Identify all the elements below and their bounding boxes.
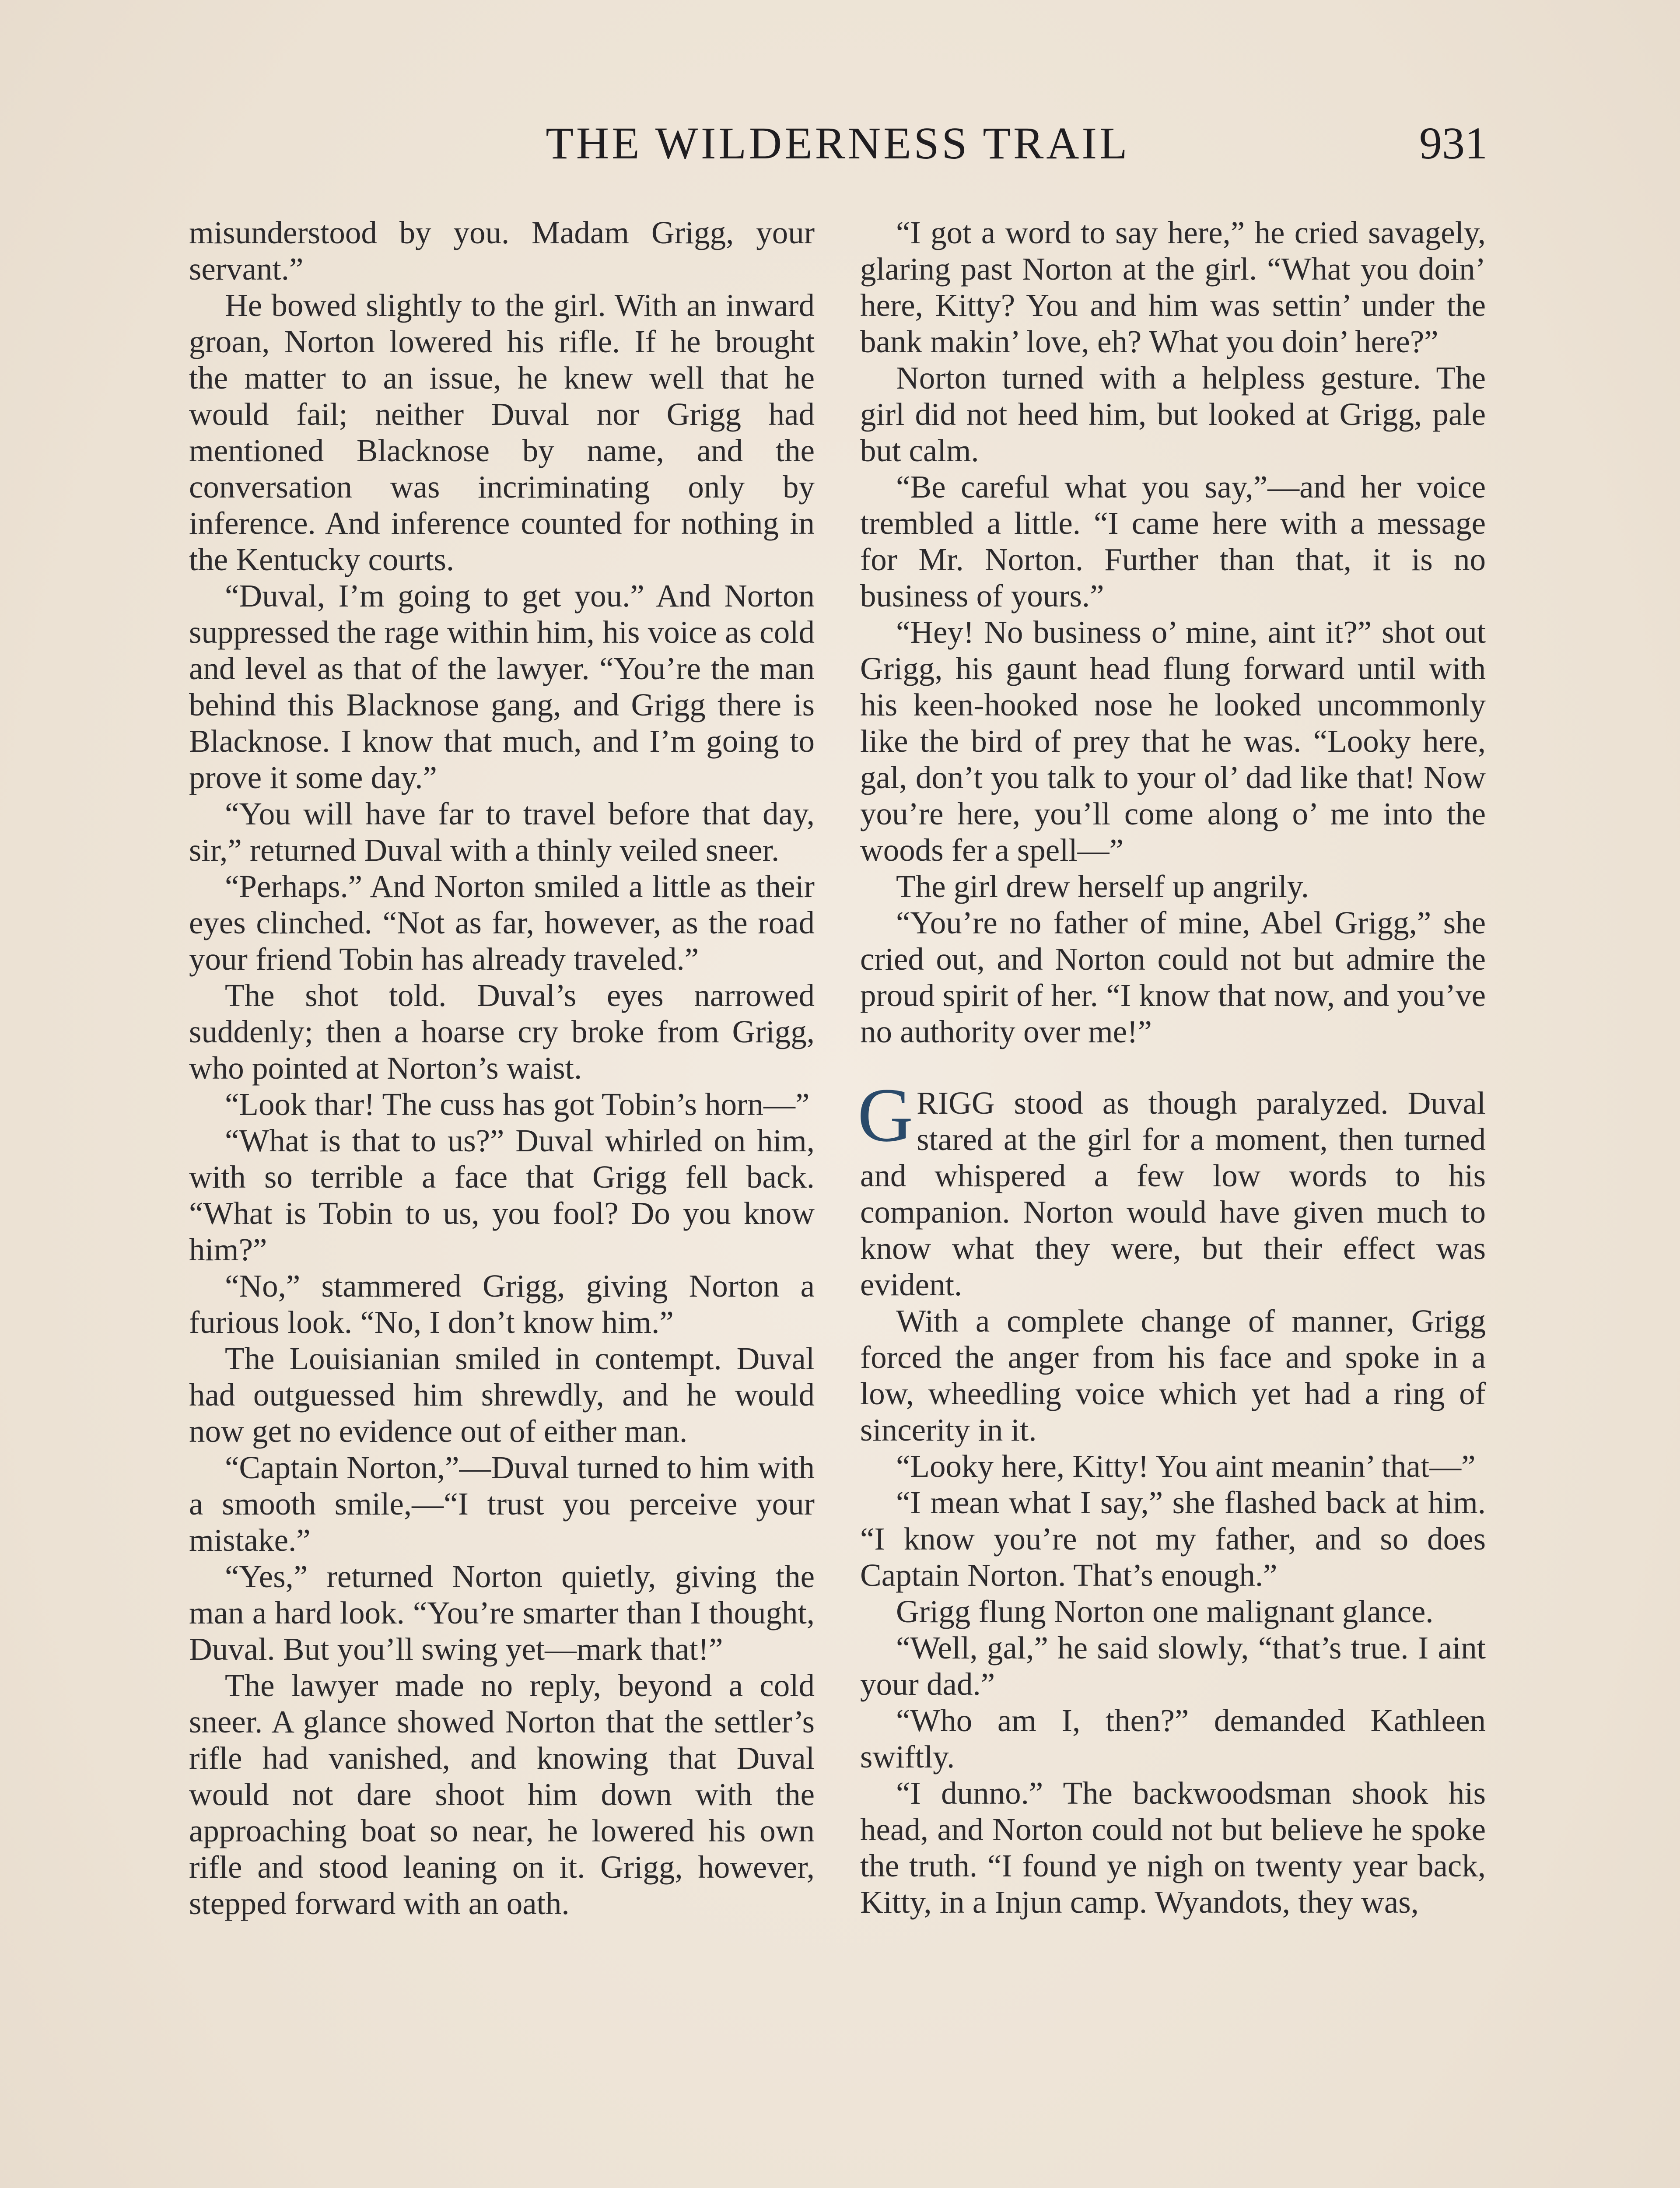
paragraph: “I mean what I say,” she flashed back at him. “I know you’re not my father, and so does Captain Norton. That’s enough.” [860,1485,1486,1593]
left-column [189,214,815,1922]
paragraph: Grigg flung Norton one malignant glance. [896,1594,1434,1629]
paragraph: He bowed slightly to the girl. With an inward groan, Norton lowered his rifle. If he brought the matter to an issue, he knew well that he would fail; neither Duval nor Grigg had mentioned Blacknose by name, and the conversation was incriminating only by inference. And inference counted for nothing in the Kentucky courts. [189,288,815,577]
paragraph: “I dunno.” The backwoodsman shook his head, and Norton could not but believe he spoke the truth. “I found ye nigh on twenty year back, Kitty, in a Injun camp. Wyandots, they was, [860,1775,1486,1920]
paragraph: “Hey! No business o’ mine, aint it?” shot out Grigg, his gaunt head flung forward until with his keen-hooked nose he looked uncommonly like the bird of prey that he was. “Looky here, gal, don’t you talk to your ol’ dad like that! Now you’re here, you’ll come along o’ me into the woods fer a spell—” [860,614,1486,868]
paragraph: “Captain Norton,”—Duval turned to him with a smooth smile,—“I trust you perceive your mistake.” [189,1450,815,1558]
paragraph: “No,” stammered Grigg, giving Norton a furious look. “No, I don’t know him.” [189,1268,815,1340]
paragraph: The Louisianian smiled in contempt. Duval had outguessed him shrewdly, and he would now get no evidence out of either man. [189,1341,815,1449]
paragraph: Norton turned with a helpless gesture. The girl did not heed him, but looked at Grigg, pale but calm. [860,360,1486,468]
paragraph: “What is that to us?” Duval whirled on him, with so terrible a face that Grigg fell back. “What is Tobin to us, you fool? Do you know him?” [189,1123,815,1267]
paragraph: “Well, gal,” he said slowly, “that’s true. I aint your dad.” [860,1630,1486,1702]
paragraph: “You’re no father of mine, Abel Grigg,” she cried out, and Norton could not but admire the proud spirit of her. “I know that now, and you’ve no authority over me!” [860,905,1486,1049]
paragraph: misunderstood by you. Madam Grigg, your servant.” [189,215,815,287]
paragraph: The shot told. Duval’s eyes narrowed suddenly; then a hoarse cry broke from Grigg, who pointed at Norton’s waist. [189,978,815,1086]
right-column [860,214,1486,1920]
paragraph: The girl drew herself up angrily. [896,869,1309,904]
running-head [188,117,1488,179]
paragraph: “Look thar! The cuss has got Tobin’s horn—” [225,1087,810,1122]
paragraph: “Who am I, then?” demanded Kathleen swiftly. [860,1703,1486,1774]
paragraph: The lawyer made no reply, beyond a cold sneer. A glance showed Norton that the settler’s rifle had vanished, and knowing that Duval would not dare shoot him down with the approaching boat so near, he lowered his own rifle and stood leaning on it. Grigg, however, stepped forward with an oath. [189,1668,815,1921]
paragraph: With a complete change of manner, Grigg forced the anger from his face and spoke in a low, wheedling voice which yet had a ring of sincerity in it. [860,1303,1486,1448]
section-first-paragraph-text: RIGG stood as though paralyzed. Duval stared at the girl for a moment, then turned and whispered a few low words to his companion. Norton would have given much to know what they were, but their effect was evident. [860,1085,1486,1302]
paragraph: “Yes,” returned Norton quietly, giving the man a hard look. “You’re smarter than I thought, Duval. But you’ll swing yet—mark that!” [189,1559,815,1667]
section-first-paragraph [858,1073,1486,1303]
paragraph: “Be careful what you say,”—and her voice trembled a little. “I came here with a message for Mr. Norton. Further than that, it is no business of yours.” [860,469,1486,614]
paragraph: “Perhaps.” And Norton smiled a little as their eyes clinched. “Not as far, however, as the road your friend Tobin has already traveled.” [189,869,815,977]
paragraph: “Duval, I’m going to get you.” And Norton suppressed the rage within him, his voice as cold and level as that of the lawyer. “You’re the man behind this Blacknose gang, and Grigg there is Blacknose. I know that much, and I’m going to prove it some day.” [189,578,815,795]
paragraph: “Looky here, Kitty! You aint meanin’ that—” [896,1448,1476,1484]
page-number: 931 [1419,118,1488,168]
paragraph: “I got a word to say here,” he cried savagely, glaring past Norton at the girl. “What you doin’ here, Kitty? You and him was settin’ under the bank makin’ love, eh? What you doin’ here?” [860,215,1486,359]
running-title: THE WILDERNESS TRAIL [546,118,1130,168]
paragraph: “You will have far to travel before that day, sir,” returned Duval with a thinly veiled sneer. [189,796,815,868]
drop-cap: G [858,1073,914,1158]
